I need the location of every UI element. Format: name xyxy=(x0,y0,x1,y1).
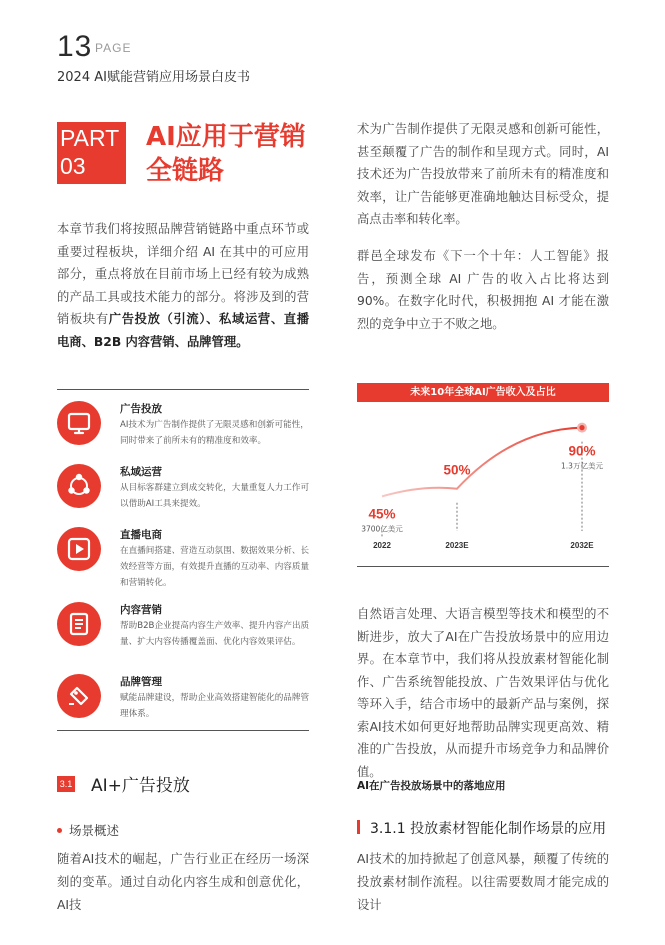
heading-accent-bar xyxy=(357,820,360,834)
page-label: PAGE xyxy=(95,41,132,55)
feature-title: 私域运营 xyxy=(120,466,162,478)
intro-text: 本章节我们将按照品牌营销链路中重点环节或重要过程板块，详细介绍 AI 在其中的可应用部分，重点将放在目前市场上已经有较为成熟的产品工具或技术能力的部分。将涉及到的营销板块有 xyxy=(57,222,309,326)
document-icon xyxy=(57,602,101,646)
right-paragraph-2: 群邑全球发布《下一个十年：人工智能》报告，预测全球 AI 广告的收入占比将达到 90%。在数字化时代，积极拥抱 AI 才能在激烈的竞争中立于不败之地。 xyxy=(357,249,609,331)
series-line xyxy=(382,428,582,497)
part-title xyxy=(146,120,306,188)
data-label: 50% xyxy=(443,462,471,478)
right-paragraph-3: 自然语言处理、大语言模型等技术和模型的不断进步，放大了AI在广告投放场景中的应用边界。在本章节中，我们将从投放素材智能化制作、广告系统智能投放、广告效果评估与优化等环入手，结合市场中的最新产品与案例，探索AI技术如何更好地帮助品牌实现更高效、精准的广告投放，从而提升市场竞争力和品牌价值。 xyxy=(357,607,609,779)
feature-desc: 从目标客群建立到成交转化，大量重复人力工作可以借助AI工具来提效。 xyxy=(120,483,310,509)
data-label: 45% xyxy=(368,506,396,522)
page-number: 13 xyxy=(57,30,93,63)
x-tick-label: 2032E xyxy=(570,541,594,550)
right-sub-heading: AI在广告投放场景中的落地应用 xyxy=(357,780,506,792)
data-sub-label: 3700亿美元 xyxy=(361,524,403,534)
part-badge xyxy=(57,122,126,184)
feature-title: 广告投放 xyxy=(120,403,162,415)
chart-divider xyxy=(357,566,609,567)
feature-desc: 帮助B2B企业提高内容生产效率、提升内容产出质量、扩大内容传播覆盖面、优化内容效果评估。 xyxy=(120,621,310,647)
x-tick-label: 2023E xyxy=(445,541,469,550)
data-sub-label: 1.3万亿美元 xyxy=(561,461,603,471)
feature-title: 内容营销 xyxy=(120,604,162,616)
part-label: PART xyxy=(60,125,120,151)
chart-title: 未来10年全球AI广告收入及占比 xyxy=(357,383,609,402)
feature-title: 品牌管理 xyxy=(120,676,162,688)
tag-icon xyxy=(57,674,101,718)
subsection-heading: 3.1.1 投放素材智能化制作场景的应用 xyxy=(370,821,607,837)
right-paragraph-4: AI技术的加持掀起了创意风暴，颠覆了传统的投放素材制作流程。以往需要数周才能完成的设计 xyxy=(357,852,609,912)
section-number-badge: 3.1 xyxy=(57,776,75,792)
x-tick-label: 2022 xyxy=(373,541,391,550)
data-point xyxy=(579,425,584,430)
feature-desc: 赋能品牌建设，帮助企业高效搭建智能化的品牌管理体系。 xyxy=(120,693,310,719)
bullet-dot xyxy=(57,828,62,833)
document-title: 2024 AI赋能营销应用场景白皮书 xyxy=(57,70,250,85)
feature-desc: 在直播间搭建、营造互动氛围、数据效果分析、长效经营等方面，有效提升直播的互动率、内容质量和营销转化。 xyxy=(120,546,310,588)
network-icon xyxy=(57,464,101,508)
ai-ad-revenue-chart xyxy=(357,402,609,560)
part-title-line1: AI应用于营销 xyxy=(146,122,306,152)
intro-paragraph xyxy=(57,218,309,353)
part-title-line2: 全链路 xyxy=(146,156,225,186)
feature-title: 直播电商 xyxy=(120,529,162,541)
left-body-paragraph: 随着AI技术的崛起，广告行业正在经历一场深刻的变革。通过自动化内容生成和创意优化，AI技 xyxy=(57,852,309,912)
divider-bottom xyxy=(57,730,309,731)
right-paragraph-1: 术为广告制作提供了无限灵感和创新可能性，甚至颠覆了广告的制作和呈现方式。同时，AI 技术还为广告投放带来了前所未有的精准度和效率，让广告能够更准确地触达目标受众，提高点击率和转化率。 xyxy=(357,122,609,226)
section-title: AI+广告投放 xyxy=(91,776,190,796)
intro-bold-text: 广告投放（引流）、私域运营、直播电商、B2B 内容营销、品牌管理。 xyxy=(57,312,309,349)
data-label: 90% xyxy=(568,443,596,459)
bullet-heading: 场景概述 xyxy=(69,823,120,838)
monitor-icon xyxy=(57,401,101,445)
feature-desc: AI技术为广告制作提供了无限灵感和创新可能性，同时带来了前所未有的精准度和效率。 xyxy=(120,420,309,446)
divider-top xyxy=(57,389,309,390)
part-number: 03 xyxy=(60,153,86,179)
play-icon xyxy=(57,527,101,571)
